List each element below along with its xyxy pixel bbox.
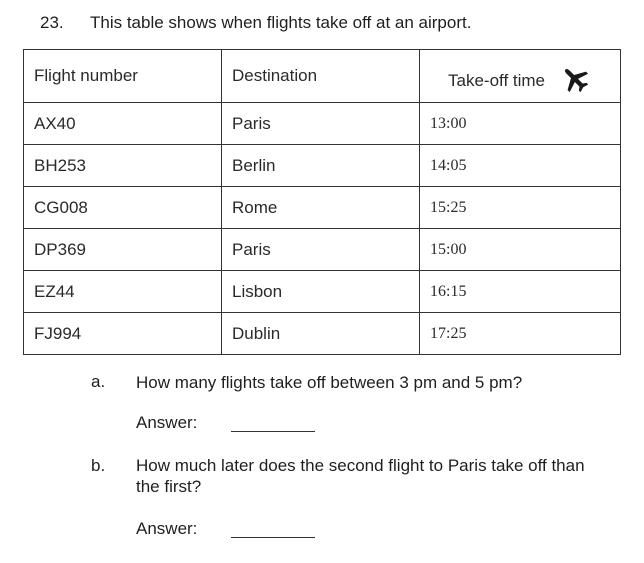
flight-number-cell: AX40 <box>24 103 222 145</box>
header-take-off-time: Take-off time <box>448 71 546 90</box>
header-take-off-time-cell <box>420 50 621 103</box>
take-off-time-cell: 15:00 <box>420 229 621 271</box>
table-row <box>24 187 621 229</box>
part-a-letter: a. <box>91 372 106 391</box>
part-a-question: How many flights take off between 3 pm and 5 pm? <box>136 373 523 392</box>
destination-cell: Lisbon <box>222 271 420 313</box>
flight-number-cell: BH253 <box>24 145 222 187</box>
table-row <box>24 103 621 145</box>
take-off-time-cell: 16:15 <box>420 271 621 313</box>
table-row <box>24 313 621 355</box>
question-intro: This table shows when flights take off at an airport. <box>90 13 472 32</box>
part-a-answer-label: Answer: <box>136 413 198 432</box>
flight-number-cell: EZ44 <box>24 271 222 313</box>
question-number: 23. <box>40 13 64 32</box>
destination-cell: Paris <box>222 229 420 271</box>
flight-number-cell: DP369 <box>24 229 222 271</box>
flight-number-cell: CG008 <box>24 187 222 229</box>
table-row <box>24 145 621 187</box>
destination-cell: Dublin <box>222 313 420 355</box>
part-b-answer-line[interactable] <box>231 537 315 538</box>
airplane-icon <box>560 64 590 94</box>
part-b-letter: b. <box>91 456 106 475</box>
table-row <box>24 229 621 271</box>
header-destination: Destination <box>222 50 420 103</box>
part-a-answer-line[interactable] <box>231 431 315 432</box>
part-b-answer-label: Answer: <box>136 519 198 538</box>
destination-cell: Paris <box>222 103 420 145</box>
take-off-time-cell: 15:25 <box>420 187 621 229</box>
take-off-time-cell: 17:25 <box>420 313 621 355</box>
take-off-time-cell: 13:00 <box>420 103 621 145</box>
take-off-time-cell: 14:05 <box>420 145 621 187</box>
flight-number-cell: FJ994 <box>24 313 222 355</box>
destination-cell: Rome <box>222 187 420 229</box>
table-header-row <box>24 50 621 103</box>
part-b-question: How much later does the second flight to Paris take off than the first? <box>136 456 585 496</box>
table-row <box>24 271 621 313</box>
header-flight-number: Flight number <box>24 50 222 103</box>
destination-cell: Berlin <box>222 145 420 187</box>
flights-table <box>23 49 621 355</box>
